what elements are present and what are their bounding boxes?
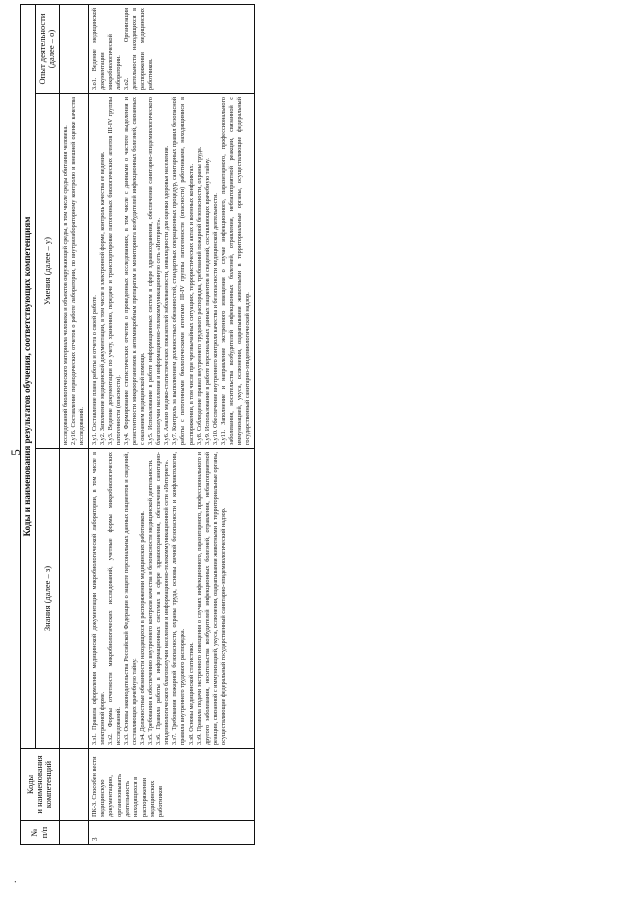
header-row-top	[21, 5, 36, 845]
continuation-knowledge-cell	[59, 449, 88, 749]
experience-line: 3.о2. Организация деятельности находящихся в распоряжении медицинских работников.	[123, 8, 155, 90]
stray-mark: .	[8, 880, 19, 883]
skill-line: 2.у16. Составление периодических отчетов о работе лаборатории, по внутрилабораторному контролю и внешней оценке качества исследований.	[69, 97, 85, 445]
knowledge-line: 3.з5. Требования к обеспечению внутреннего контроля качества и безопасности медицинской деятельности.	[147, 459, 155, 745]
competency-table-wrapper	[20, 5, 255, 845]
header-skills: Умения (далее – у)	[35, 94, 59, 449]
experience-cell	[88, 5, 254, 94]
skill-line: 3.у3. Ведение документации по учету, хранению, передаче и транспортировке патогенных биологических агентов III-IV группы патогенности (опасности).	[106, 97, 122, 445]
continuation-skills-cell	[59, 94, 88, 449]
knowledge-line: 3.з6. Правила работы в информационных системах в сфере здравоохранения, обеспечения санитарно-эпидемиологического благополучия населения и информационно-телекоммуникационной сети «Интернет».	[155, 452, 171, 745]
skill-line: 3.у2. Заполнение медицинской документации, в том числе в электронной форме, контроль качества ее ведения.	[98, 151, 106, 445]
knowledge-line: 3.з2. Формы отчетности микробиологических исследований, учетные формы микробиологических исследований.	[106, 452, 122, 745]
header-learning-outcomes: Коды и наименования результатов обучения, соответствующих компетенциям	[21, 5, 36, 749]
knowledge-line: 3.з3. Основы законодательства Российской Федерации о защите персональных данных пациентов и сведений, составляющих врачебную тайну.	[123, 452, 139, 745]
skill-line: 3.у11. Заполнение и направление экстренного извещения о случае инфекционного, паразитарного, профессионального заболевания, носительства возбудителей инфекционных болезней, отравления, неблагоприятной реакции, связанной с иммунизацией, укуса, ослюнения, оцарапывания животными в территориальные органы, осуществляющие федеральный государственный санитарно-эпидемиологический надзор.	[219, 97, 251, 445]
header-competency-codes: Коды и наименования компетенций	[21, 749, 60, 821]
skill-line: 3.у6. Анализ медико-статистических показателей заболеваемости, инвалидности для оценки здоровья населения.	[163, 145, 171, 445]
knowledge-line: 3.з9. Правила подачи экстренного извещения о случаях инфекционного, паразитарного, профессионального и другого заболевания, носительства возбудителей инфекционных болезней, отравления, неблагоприятной реакции, связанной с иммунизацией, укуса, ослюнения, оцарапывания животными в территориальные органы, осуществляющие федеральный государственный санитарно-эпидемиологический надзор.	[195, 451, 227, 745]
skill-line: 3.у7. Контроль за выполнением должностных обязанностей, стандартных операционных процедур, санитарных правил безопасной работы с патогенными биологическими агентами III-IV группы патогенности (опасности) работниками, находящимися в распоряжении, в том числе при чрезвычайных ситуациях, террористических актах и военных конфликтах.	[171, 97, 195, 445]
skill-line: 3.у8. Соблюдение правил внутреннего трудового распорядка, требований пожарной безопасности, охраны труда.	[195, 146, 203, 445]
row-number: 3	[88, 821, 254, 845]
knowledge-line: 3.з7. Требования пожарной безопасности, охраны труда, основы личной безопасности и конфликтологии, правила внутреннего трудового распорядка.	[171, 452, 187, 745]
skill-line: исследований биологического материала человека и объектов окружающей среды, в том числе среды обитания человека.	[61, 125, 69, 445]
skill-line: 3.у5. Использование в работе информационных систем в сфере здравоохранения, обеспечения санитарно-эпидемиологического благополучия населения и информационно-телекоммуникационную сеть «Интернет».	[147, 97, 163, 445]
knowledge-line: 3.з8. Основы медицинской статистики.	[187, 642, 195, 745]
skills-cell	[88, 94, 254, 449]
header-experience: Опыт деятельности (далее – о)	[35, 5, 59, 94]
continuation-experience-cell	[59, 5, 88, 94]
header-number: № п/п	[21, 821, 60, 845]
skill-line: 3.у9. Использование в работе персональных данных пациентов и сведений, составляющих врачебную тайну.	[203, 158, 211, 445]
page-number: 5	[8, 449, 23, 456]
continuation-num-cell	[59, 821, 88, 845]
continuation-competency-cell	[59, 749, 88, 821]
experience-line: 3.о1. Ведение медицинской документации микробиологической лаборатории.	[90, 8, 122, 90]
knowledge-line: 3.з1. Правила оформления медицинской документации микробиологической лаборатории, в том числе в электронной форме.	[90, 452, 106, 745]
skill-line: 3.у1. Составление плана работы и отчета о своей работе.	[90, 295, 98, 445]
competency-table	[20, 4, 255, 845]
skill-line: 3.у10. Обеспечение внутреннего контроля качества и безопасности медицинской деятельности.	[211, 193, 219, 445]
competency-description: ПК-3. Способен вести медицинскую документацию, организовывать деятельность находящихся в распоряжении медицинских работников	[88, 749, 254, 821]
skill-line: 3.у4. Формирование статистических отчетов о проведенных исследованиях, в том числе с данными о частоте выделения и резистентности микроорганизмов к антимикробным препаратам и мониторинга возбудителей инфекционных болезней, связанных с оказанием медицинской помощи.	[123, 97, 147, 445]
knowledge-line: 3.з4. Должностные обязанности находящихся в распоряжении медицинских работников.	[139, 511, 147, 745]
header-knowledge: Знания (далее – з)	[35, 449, 59, 749]
knowledge-cell	[88, 449, 254, 749]
table-row	[88, 5, 254, 845]
continuation-row	[59, 5, 88, 845]
header-row-bottom	[35, 5, 59, 845]
